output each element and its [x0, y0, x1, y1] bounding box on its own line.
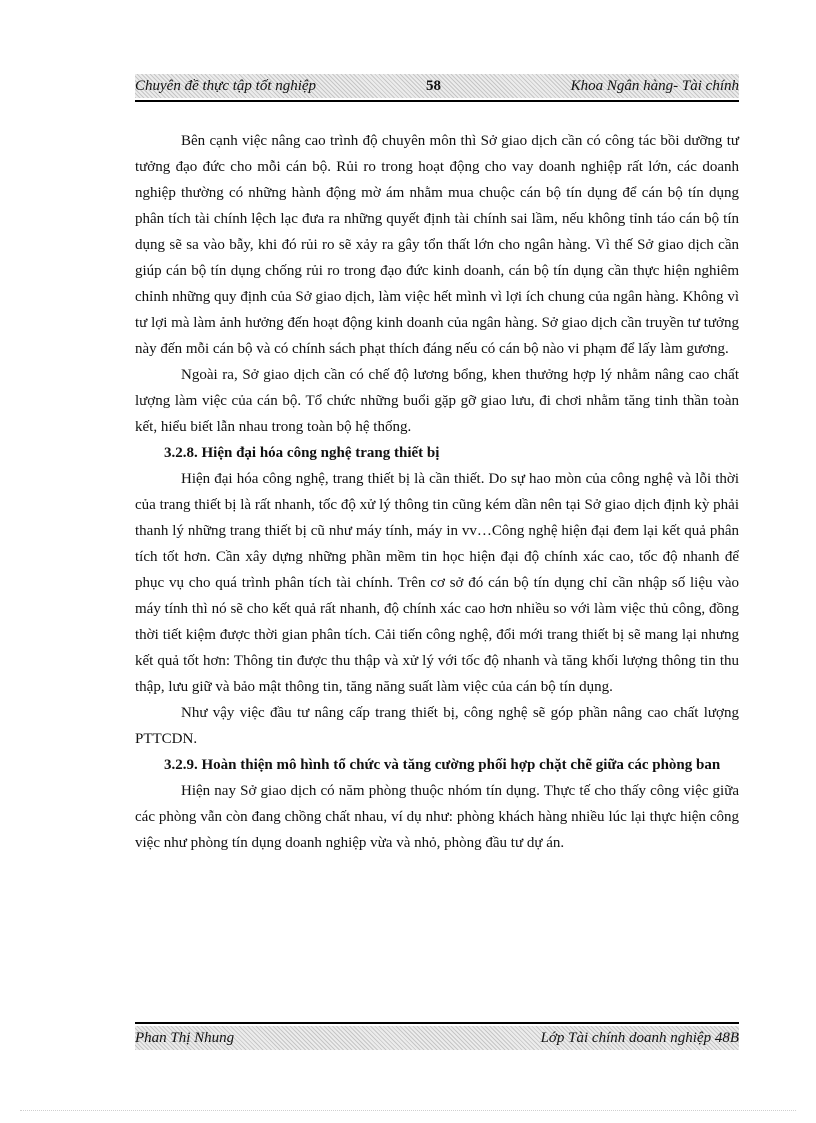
- footer-author: Phan Thị Nhung: [135, 1030, 235, 1046]
- page-bottom-border: [20, 1110, 796, 1111]
- paragraph-investment-conclusion: Như vậy việc đầu tư nâng cấp trang thiết bị, công nghệ sẽ góp phần nâng cao chất lượng PTTCDN.: [135, 705, 739, 747]
- page-number: 58: [426, 78, 441, 94]
- header-faculty: Khoa Ngân hàng- Tài chính: [570, 78, 739, 94]
- header-divider: [135, 100, 739, 102]
- page-header: [135, 74, 739, 98]
- section-heading-3-2-8: 3.2.8. Hiện đại hóa công nghệ trang thiết bị: [164, 445, 440, 461]
- body-content: [135, 128, 739, 856]
- page-footer: [135, 1026, 739, 1050]
- footer-divider: [135, 1022, 739, 1024]
- header-report-title: Chuyên đề thực tập tốt nghiệp: [135, 78, 317, 94]
- footer-class: Lớp Tài chính doanh nghiệp 48B: [540, 1030, 739, 1046]
- paragraph-ethics-training: Bên cạnh việc nâng cao trình độ chuyên môn thì Sở giao dịch cần có công tác bồi dưỡng tư tưởng đạo đức cho mỗi cán bộ. Rủi ro trong hoạt động cho vay doanh nghiệp rất lớn, các doanh nghiệp thường có những hành động mờ ám nhằm mua chuộc cán bộ tín dụng để cán bộ tín dụng phân tích tài chính lệch lạc đưa ra những quyết định tài chính sai lầm, nếu không tỉnh táo cán bộ tín dụng sẽ sa vào bẫy, khi đó rủi ro sẽ xảy ra gây tổn thất lớn cho ngân hàng. Vì thế Sở giao dịch cần giúp cán bộ tín dụng chống rủi ro trong đạo đức kinh doanh, cán bộ tín dụng cần thực hiện nghiêm chỉnh những quy định của Sở giao dịch, làm việc hết mình vì lợi ích chung của ngân hàng. Không vì tư lợi mà làm ảnh hưởng đến hoạt động kinh doanh của ngân hàng. Sở giao dịch cần truyền tư tưởng này đến mỗi cán bộ và có chính sách phạt thích đáng nếu có cán bộ nào vi phạm để lấy làm gương.: [135, 133, 739, 357]
- paragraph-technology-modernization: Hiện đại hóa công nghệ, trang thiết bị là cần thiết. Do sự hao mòn của công nghệ và lỗi thời của trang thiết bị là rất nhanh, tốc độ xử lý thông tin cũng kém dần nên tại Sở giao dịch định kỳ phải thanh lý những trang thiết bị cũ như máy tính, máy in vv…Công nghệ hiện đại đem lại kết quả phân tích tốt hơn. Cần xây dựng những phần mềm tin học hiện đại độ chính xác cao, tốc độ nhanh để phục vụ cho quá trình phân tích tài chính. Trên cơ sở đó cán bộ tín dụng chỉ cần nhập số liệu vào máy tính thì nó sẽ cho kết quả rất nhanh, độ chính xác cao hơn nhiều so với làm việc thủ công, đồng thời tiết kiệm được thời gian phân tích. Cải tiến công nghệ, đổi mới trang thiết bị sẽ mang lại nhưng kết quả tốt hơn: Thông tin được thu thập và xử lý với tốc độ nhanh và tăng khối lượng thông tin thu thập, lưu giữ và bảo mật thông tin, tăng năng suất làm việc của cán bộ tín dụng.: [135, 471, 739, 695]
- paragraph-organization-model: Hiện nay Sở giao dịch có năm phòng thuộc nhóm tín dụng. Thực tế cho thấy công việc giữa các phòng vẫn còn đang chồng chất nhau, ví dụ như: phòng khách hàng nhiều lúc lại thực hiện công việc như phòng tín dụng doanh nghiệp vừa và nhỏ, phòng đầu tư dự án.: [135, 783, 739, 851]
- section-heading-3-2-9: 3.2.9. Hoàn thiện mô hình tổ chức và tăng cường phối hợp chặt chẽ giữa các phòng ban: [164, 757, 721, 773]
- paragraph-compensation: Ngoài ra, Sở giao dịch cần có chế độ lương bổng, khen thưởng hợp lý nhằm nâng cao chất lượng làm việc của cán bộ. Tổ chức những buổi gặp gỡ giao lưu, đi chơi nhằm tăng tinh thần toàn kết, hiểu biết lẫn nhau trong toàn bộ hệ thống.: [135, 367, 739, 435]
